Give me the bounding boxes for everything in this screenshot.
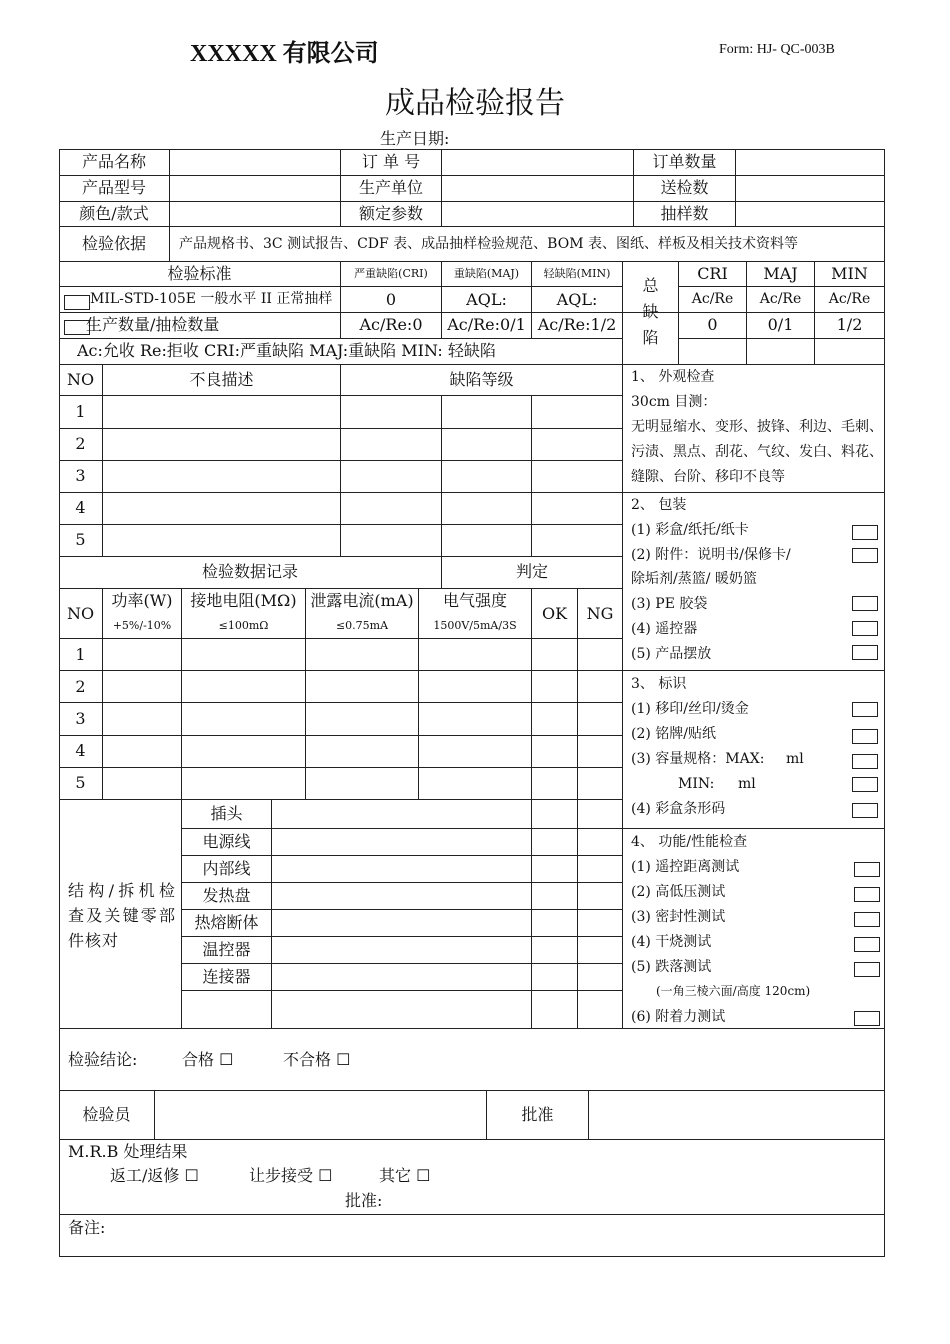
sample-qty-label: 抽样数 <box>660 204 709 223</box>
func-item: (5) 跌落测试 <box>631 959 712 975</box>
defect-row-no: 1 <box>75 402 86 421</box>
plan-maj-value: AQL: <box>466 290 507 309</box>
cri-header: 严重缺陷(CRI) <box>354 267 428 280</box>
mark-item: (1) 移印/丝印/烫金 <box>631 701 749 717</box>
maj-header: 重缺陷(MAJ) <box>453 267 520 280</box>
pack-item: (1) 彩盒/纸托/纸卡 <box>631 522 749 538</box>
mrb-label: M.R.B 处理结果 <box>68 1142 188 1161</box>
appearance-line: 缝隙、台阶、移印不良等 <box>631 469 785 485</box>
ng-header: NG <box>586 604 614 623</box>
acre-maj: Ac/Re:0/1 <box>447 315 526 334</box>
part-internal-wire: 内部线 <box>202 859 251 878</box>
defect-row-no: 4 <box>75 498 86 517</box>
total-defect-1: 总 <box>642 276 659 295</box>
appearance-title: 1、 外观检查 <box>631 369 715 385</box>
mark-title: 3、 标识 <box>631 676 687 692</box>
sampling-plan: MIL-STD-105E 一般水平 II 正常抽样 <box>90 291 333 307</box>
plan-min-value: AQL: <box>556 290 598 309</box>
conclusion-label: 检验结论: <box>68 1050 138 1069</box>
pack-item-checkbox[interactable] <box>852 621 878 636</box>
defect-row-no: 2 <box>75 434 86 453</box>
total-maj-acre: Ac/Re <box>759 291 802 307</box>
pass-option[interactable]: 合格 ☐ <box>182 1050 234 1069</box>
plan-cri-value: 0 <box>385 290 397 309</box>
total-defect-3: 陷 <box>642 328 659 347</box>
leak-header: 泄露电流(mA) <box>310 591 414 610</box>
approve-label: 批准 <box>521 1105 554 1124</box>
data-row-no: 3 <box>75 709 86 728</box>
part-thermal-fuse: 热熔断体 <box>194 913 259 932</box>
mark-item-checkbox[interactable] <box>852 729 878 744</box>
part-connector: 连接器 <box>202 967 251 986</box>
func-item: (6) 附着力测试 <box>631 1009 726 1025</box>
mark-item-checkbox[interactable] <box>852 702 878 717</box>
mark-item-checkbox[interactable] <box>852 754 878 769</box>
part-plug: 插头 <box>210 804 243 823</box>
pack-item: (2) 附件：说明书/保修卡/ <box>631 547 791 563</box>
func-item-checkbox[interactable] <box>854 912 880 927</box>
strength-header: 电气强度 <box>442 591 507 610</box>
mark-item: MIN: <box>678 776 715 792</box>
legend-text: Ac:允收 Re:拒收 CRI:严重缺陷 MAJ:重缺陷 MIN: 轻缺陷 <box>77 341 496 360</box>
appearance-line: 30cm 目测： <box>631 394 717 410</box>
data-record-label: 检验数据记录 <box>201 562 298 581</box>
report-title: 成品检验报告 <box>385 86 565 121</box>
pack-item: (3) PE 胶袋 <box>631 596 708 612</box>
defect-row-no: 3 <box>75 466 86 485</box>
ground-spec: ≤100mΩ <box>218 619 269 632</box>
basis-text: 产品规格书、3C 测试报告、CDF 表、成品抽样检验规范、BOM 表、图纸、样板及相关技术资料等 <box>179 236 798 252</box>
inspector-label: 检验员 <box>82 1105 131 1124</box>
mark-item-checkbox[interactable] <box>852 777 878 792</box>
rework-option[interactable]: 返工/返修 ☐ <box>110 1166 199 1185</box>
pack-item-checkbox[interactable] <box>852 596 878 611</box>
func-item-note: (一角三棱六面/高度 120cm) <box>656 984 811 998</box>
rated-params-label: 额定参数 <box>358 204 423 223</box>
ground-header: 接地电阻(MΩ) <box>190 591 297 610</box>
submit-qty-label: 送检数 <box>660 178 709 197</box>
mark-item: (3) 容量规格：MAX: <box>631 751 765 767</box>
pack-item-checkbox[interactable] <box>852 645 878 660</box>
basis-label: 检验依据 <box>81 234 146 253</box>
product-name-label: 产品名称 <box>81 152 146 171</box>
standard-label: 检验标准 <box>167 264 232 283</box>
mrb-approve-label: 批准: <box>345 1191 383 1210</box>
color-style-label: 颜色/款式 <box>79 204 149 223</box>
acre-min: Ac/Re:1/2 <box>537 315 617 334</box>
strength-spec: 1500V/5mA/3S <box>433 619 517 632</box>
pack-item-checkbox[interactable] <box>852 548 878 563</box>
pack-title: 2、 包装 <box>631 497 687 513</box>
func-item-checkbox[interactable] <box>854 937 880 952</box>
min-header: 轻缺陷(MIN) <box>543 267 611 280</box>
power-header: 功率(W) <box>111 591 173 610</box>
func-item-checkbox[interactable] <box>854 862 880 877</box>
total-min-header: MIN <box>831 264 868 283</box>
ok-header: OK <box>541 604 568 623</box>
power-spec: +5%/-10% <box>112 619 172 632</box>
form-number: Form: HJ- QC-003B <box>719 42 835 57</box>
part-power-cord: 电源线 <box>202 832 251 851</box>
pack-item: (4) 遥控器 <box>631 621 698 637</box>
func-item: (4) 干烧测试 <box>631 934 712 950</box>
func-item-checkbox[interactable] <box>854 962 880 977</box>
structure-label: 结构/拆机检查及关键零部件核对 <box>68 881 176 950</box>
mark-unit: ml <box>738 776 756 792</box>
defect-grade-header: 缺陷等级 <box>449 370 514 389</box>
concession-option[interactable]: 让步接受 ☐ <box>249 1166 333 1185</box>
pack-item: (5) 产品摆放 <box>631 646 712 662</box>
data-no-header: NO <box>66 604 95 623</box>
func-item: (2) 高低压测试 <box>631 884 726 900</box>
data-row-no: 4 <box>75 741 86 760</box>
total-cri-value: 0 <box>707 315 718 334</box>
data-row-no: 1 <box>75 645 86 664</box>
acre-cri: Ac/Re:0 <box>359 315 423 334</box>
sampling-plan-checkbox[interactable] <box>64 295 90 310</box>
data-row-no: 2 <box>75 677 86 696</box>
func-title: 4、 功能/性能检查 <box>631 834 748 850</box>
defect-desc-header: 不良描述 <box>189 370 254 389</box>
pack-item: 除垢剂/蒸篮/ 暖奶篮 <box>631 571 757 587</box>
judge-label: 判定 <box>515 562 548 581</box>
order-qty-label: 订单数量 <box>652 152 717 171</box>
mark-item-checkbox[interactable] <box>852 803 878 818</box>
total-maj-header: MAJ <box>763 264 798 283</box>
appearance-line: 无明显缩水、变形、披锋、利边、毛刺、 <box>631 419 883 435</box>
appearance-line: 污渍、黑点、刮花、气纹、发白、料花、 <box>631 444 883 460</box>
mark-unit: ml <box>786 751 804 767</box>
part-thermostat: 温控器 <box>202 940 251 959</box>
production-unit-label: 生产单位 <box>358 178 423 197</box>
total-min-acre: Ac/Re <box>828 291 871 307</box>
other-option[interactable]: 其它 ☐ <box>379 1166 431 1185</box>
total-cri-acre: Ac/Re <box>691 291 734 307</box>
func-item-checkbox[interactable] <box>854 1011 880 1026</box>
data-row-no: 5 <box>75 773 86 792</box>
leak-spec: ≤0.75mA <box>335 619 389 632</box>
total-defect-2: 缺 <box>642 302 659 321</box>
mark-item: (4) 彩盒条形码 <box>631 801 726 817</box>
order-no-label: 订 单 号 <box>361 152 421 171</box>
remark-label: 备注: <box>68 1218 106 1237</box>
qty-label: 生产数量/抽检数量 <box>86 315 220 334</box>
func-item: (1) 遥控距离测试 <box>631 859 740 875</box>
company-name: XXXXX 有限公司 <box>190 41 379 67</box>
pack-item-checkbox[interactable] <box>852 525 878 540</box>
defect-row-no: 5 <box>75 530 86 549</box>
total-maj-value: 0/1 <box>767 315 794 334</box>
production-date-label: 生产日期: <box>380 129 450 148</box>
func-item: (3) 密封性测试 <box>631 909 726 925</box>
part-heating-plate: 发热盘 <box>202 886 251 905</box>
total-cri-header: CRI <box>697 264 728 283</box>
fail-option[interactable]: 不合格 ☐ <box>283 1050 351 1069</box>
total-min-value: 1/2 <box>836 315 863 334</box>
func-item-checkbox[interactable] <box>854 887 880 902</box>
product-model-label: 产品型号 <box>81 178 146 197</box>
defect-no-header: NO <box>66 370 95 389</box>
mark-item: (2) 铭牌/贴纸 <box>631 726 716 742</box>
